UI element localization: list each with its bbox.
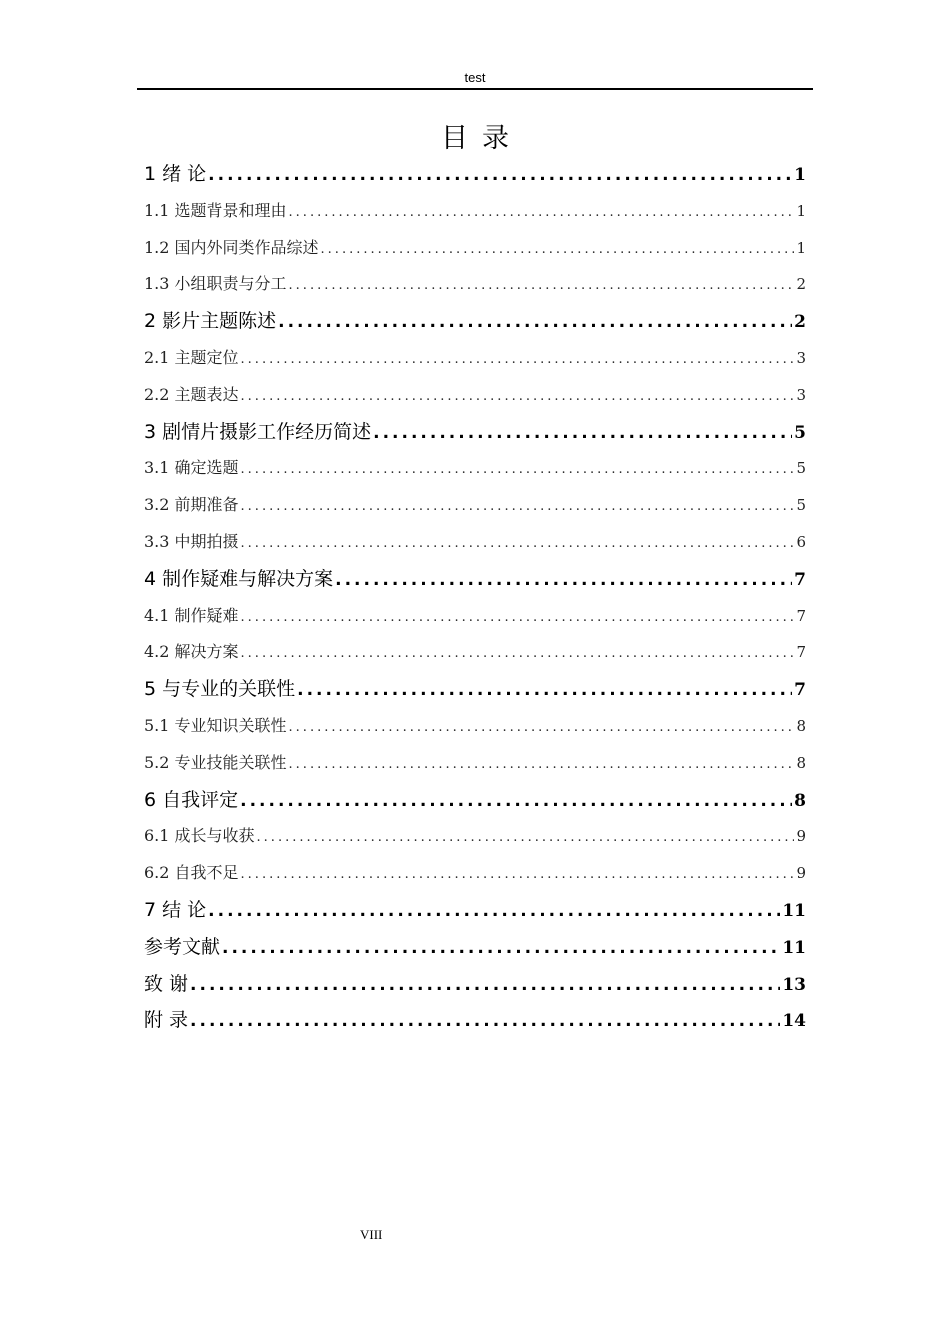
toc-entry-title: 5.1 专业知识关联性	[144, 715, 287, 735]
toc-leader-dots	[335, 562, 792, 598]
toc-section-entry[interactable]	[144, 634, 806, 671]
toc-leader-dots	[222, 930, 780, 966]
toc-entry-page: 13	[782, 974, 806, 995]
toc-entry-page: 1	[794, 165, 806, 185]
toc-entry-page: 1	[796, 201, 806, 220]
toc-entry-page: 5	[794, 422, 806, 443]
toc-leader-dots	[278, 304, 792, 340]
toc-entry-title: 1.1 选题背景和理由	[144, 200, 287, 220]
toc-leader-dots	[241, 857, 795, 892]
toc-entry-title: 6.2 自我不足	[144, 863, 239, 883]
toc-leader-dots	[241, 636, 795, 671]
toc-entry-page: 5	[796, 459, 806, 478]
toc-leader-dots	[289, 710, 795, 745]
toc-entry-title: 2.2 主题表达	[144, 384, 239, 404]
toc-section-entry[interactable]	[144, 193, 806, 230]
toc-entry-page: 9	[796, 827, 806, 846]
toc-entry-page: 2	[796, 275, 806, 294]
toc-section-entry[interactable]	[144, 266, 806, 303]
toc-entry-page: 3	[796, 348, 806, 367]
toc-entry-page: 3	[796, 385, 806, 404]
toc-entry-title: 4.1 制作疑难	[144, 605, 239, 625]
toc-leader-dots	[241, 342, 795, 377]
toc-entry-title: 1 绪 论	[144, 163, 207, 185]
toc-chapter-entry[interactable]	[144, 156, 806, 193]
toc-chapter-entry[interactable]	[144, 782, 806, 819]
toc-chapter-entry[interactable]	[144, 561, 806, 598]
toc-chapter-entry[interactable]	[144, 303, 806, 340]
page-number: VIII	[360, 1227, 383, 1242]
toc-entry-title: 3.1 确定选题	[144, 458, 239, 478]
toc-entry-page: 6	[796, 532, 806, 551]
toc-leader-dots	[208, 893, 780, 929]
toc-section-entry[interactable]	[144, 487, 806, 524]
toc-leader-dots	[289, 747, 795, 782]
toc-entry-title: 3 剧情片摄影工作经历简述	[144, 420, 372, 443]
toc-entry-page: 7	[794, 569, 806, 590]
toc-leader-dots	[241, 526, 795, 561]
toc-chapter-entry[interactable]	[144, 1002, 806, 1039]
toc-chapter-entry[interactable]	[144, 929, 806, 966]
toc-entry-page: 8	[796, 753, 806, 772]
toc-chapter-entry[interactable]	[144, 671, 806, 708]
toc-leader-dots	[289, 195, 795, 230]
toc-chapter-entry[interactable]	[144, 892, 806, 929]
toc-entry-title: 2 影片主题陈述	[144, 310, 277, 333]
toc-entry-page: 2	[794, 312, 806, 333]
toc-leader-dots	[241, 379, 795, 414]
toc-entry-page: 7	[794, 680, 806, 701]
table-of-contents	[144, 156, 806, 1039]
toc-entry-title: 2.1 主题定位	[144, 347, 239, 367]
toc-section-entry[interactable]	[144, 598, 806, 635]
toc-chapter-entry[interactable]	[144, 414, 806, 451]
toc-entry-page: 1	[796, 238, 806, 257]
toc-entry-page: 7	[796, 643, 806, 662]
toc-entry-title: 1.2 国内外同类作品综述	[144, 237, 319, 257]
toc-title: 目录	[441, 123, 523, 154]
toc-chapter-entry[interactable]	[144, 966, 806, 1003]
toc-entry-title: 致 谢	[144, 972, 189, 995]
toc-entry-page: 5	[796, 496, 806, 515]
toc-entry-page: 7	[796, 606, 806, 625]
toc-section-entry[interactable]	[144, 818, 806, 855]
toc-leader-dots	[208, 157, 792, 193]
toc-entry-title: 6.1 成长与收获	[144, 826, 255, 846]
toc-entry-page: 8	[796, 716, 806, 735]
toc-entry-title: 7 结 论	[144, 898, 207, 921]
toc-section-entry[interactable]	[144, 524, 806, 561]
toc-leader-dots	[257, 820, 795, 855]
toc-entry-title: 1.3 小组职责与分工	[144, 274, 287, 294]
running-header: test	[464, 70, 486, 85]
toc-entry-title: 6 自我评定	[144, 788, 239, 811]
toc-entry-title: 4 制作疑难与解决方案	[144, 567, 334, 590]
toc-section-entry[interactable]	[144, 745, 806, 782]
toc-section-entry[interactable]	[144, 230, 806, 267]
toc-leader-dots	[297, 672, 792, 708]
toc-entry-title: 5.2 专业技能关联性	[144, 752, 287, 772]
toc-leader-dots	[190, 1003, 780, 1039]
toc-entry-page: 9	[796, 864, 806, 883]
toc-section-entry[interactable]	[144, 708, 806, 745]
toc-entry-title: 参考文献	[144, 935, 221, 958]
toc-entry-page: 11	[782, 937, 806, 958]
toc-section-entry[interactable]	[144, 377, 806, 414]
toc-entry-page: 11	[782, 900, 806, 921]
header-rule	[137, 88, 813, 90]
toc-leader-dots	[240, 783, 792, 819]
toc-section-entry[interactable]	[144, 450, 806, 487]
toc-entry-title: 3.2 前期准备	[144, 495, 239, 515]
toc-leader-dots	[241, 489, 795, 524]
toc-leader-dots	[321, 232, 795, 267]
toc-section-entry[interactable]	[144, 340, 806, 377]
toc-entry-page: 8	[794, 790, 806, 811]
toc-entry-page: 14	[782, 1011, 806, 1032]
toc-entry-title: 3.3 中期拍摄	[144, 531, 239, 551]
toc-leader-dots	[241, 600, 795, 635]
toc-entry-title: 附 录	[144, 1009, 189, 1032]
toc-section-entry[interactable]	[144, 855, 806, 892]
toc-leader-dots	[289, 268, 795, 303]
toc-leader-dots	[241, 452, 795, 487]
toc-entry-title: 5 与专业的关联性	[144, 678, 296, 701]
toc-entry-title: 4.2 解决方案	[144, 642, 239, 662]
toc-leader-dots	[373, 415, 792, 451]
toc-leader-dots	[190, 967, 780, 1003]
